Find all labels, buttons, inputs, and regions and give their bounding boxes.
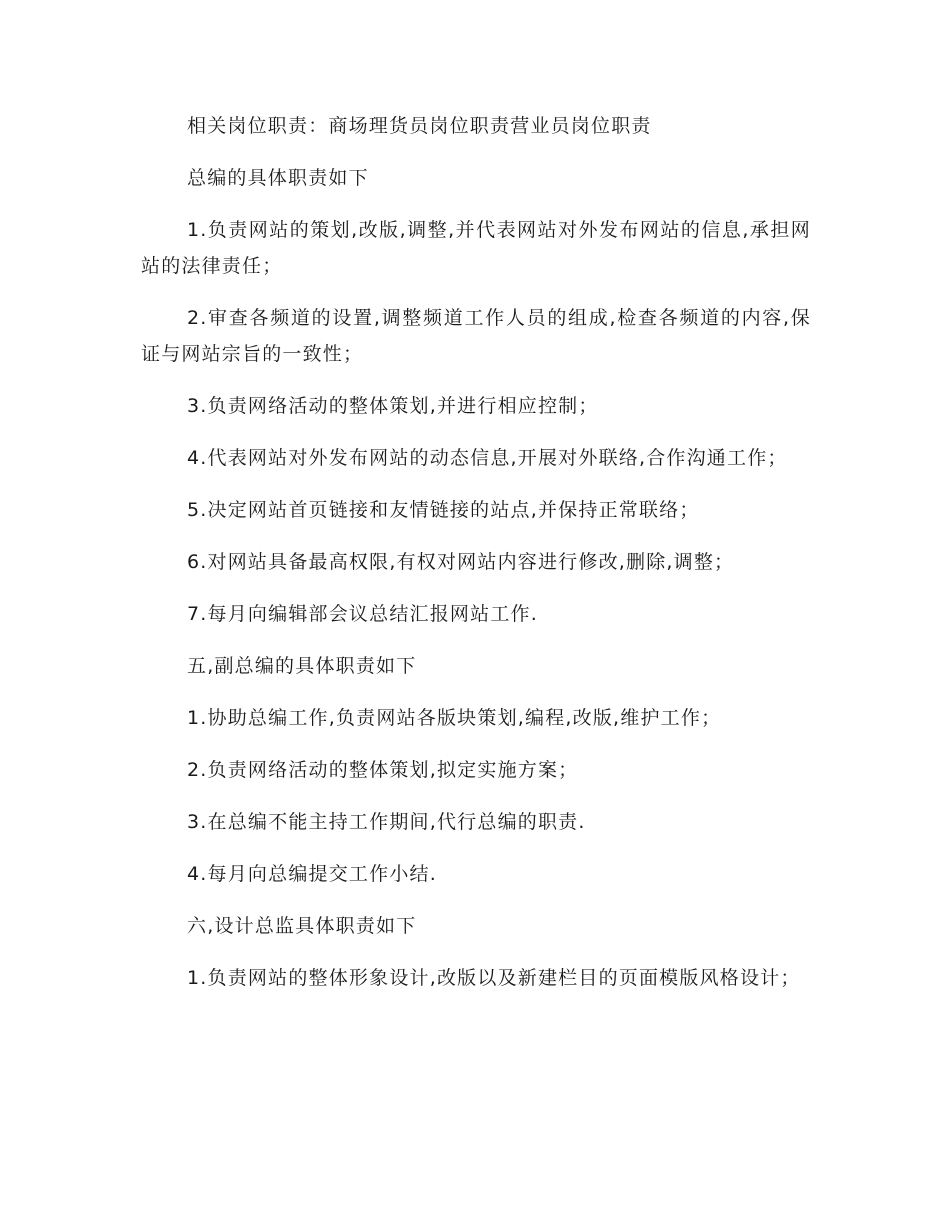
list-item: 5.决定网站首页链接和友情链接的站点,并保持正常联络； (187, 499, 700, 521)
heading-design-director-duties: 六,设计总监具体职责如下 (187, 915, 417, 937)
list-item: 4.代表网站对外发布网站的动态信息,开展对外联络,合作沟通工作； (187, 447, 788, 469)
paragraph-related-duties: 相关岗位职责：商场理货员岗位职责营业员岗位职责 (187, 115, 652, 137)
list-item: 4.每月向总编提交工作小结. (187, 863, 437, 885)
heading-editor-in-chief-duties: 总编的具体职责如下 (187, 167, 369, 189)
list-item: 6.对网站具备最高权限,有权对网站内容进行修改,删除,调整； (187, 551, 735, 573)
list-item: 7.每月向编辑部会议总结汇报网站工作. (187, 603, 538, 625)
list-item: 2.负责网络活动的整体策划,拟定实施方案； (187, 759, 579, 781)
document-body (141, 108, 811, 1012)
list-item: 2.审查各频道的设置,调整频道工作人员的组成,检查各频道的内容,保证与网站宗旨的一致性； (141, 307, 811, 365)
list-item: 3.在总编不能主持工作期间,代行总编的职责. (187, 811, 586, 833)
list-item: 3.负责网络活动的整体策划,并进行相应控制； (187, 395, 599, 417)
list-item: 1.负责网站的策划,改版,调整,并代表网站对外发布网站的信息,承担网站的法律责任； (141, 219, 811, 277)
list-item: 1.协助总编工作,负责网站各版块策划,编程,改版,维护工作； (187, 707, 722, 729)
heading-deputy-editor-duties: 五,副总编的具体职责如下 (187, 655, 417, 677)
list-item: 1.负责网站的整体形象设计,改版以及新建栏目的页面模版风格设计； (187, 967, 801, 989)
